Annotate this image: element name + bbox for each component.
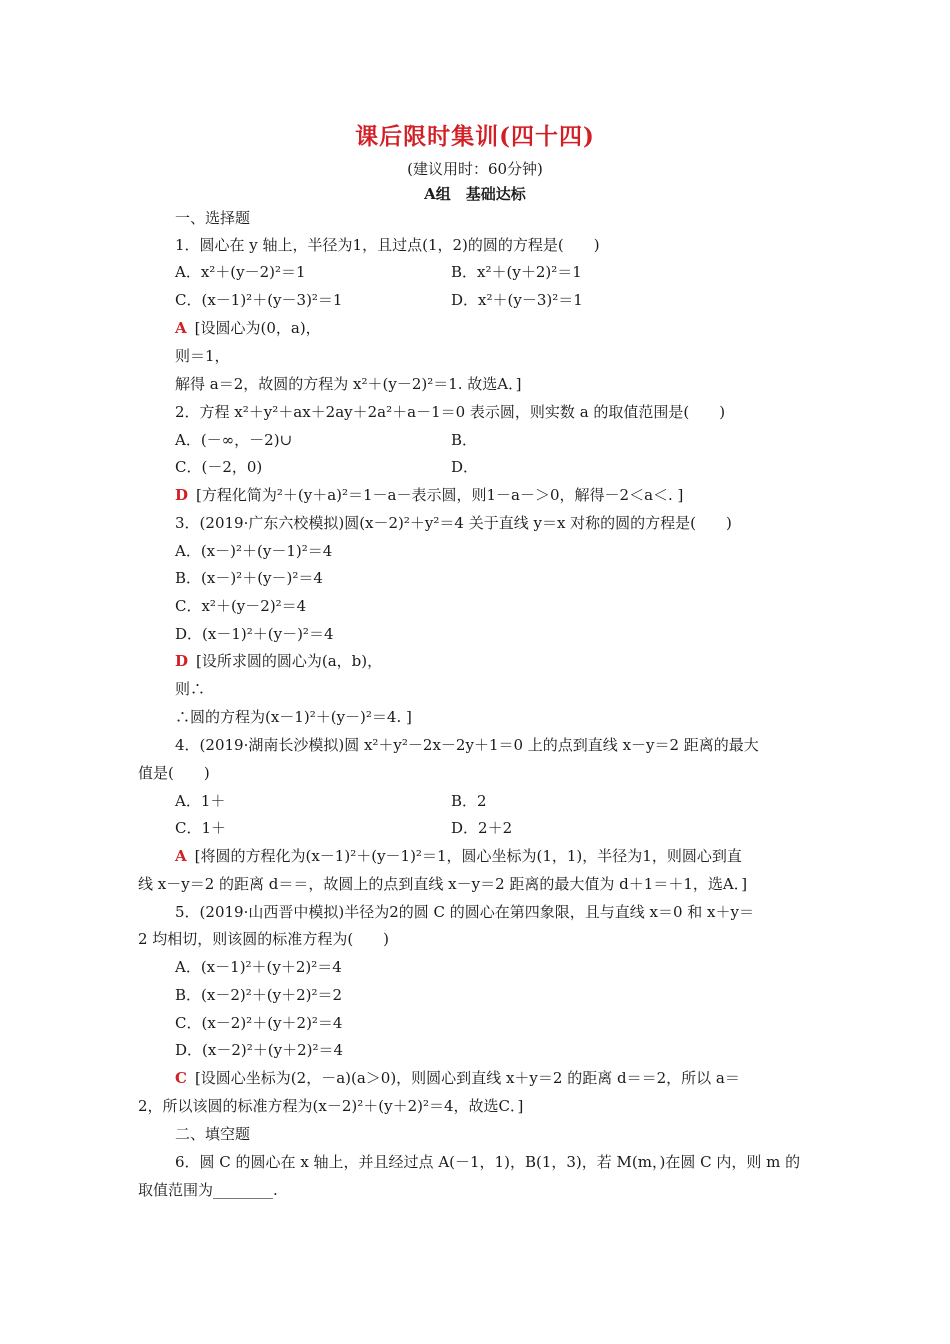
q3-option-c: C．x²＋(y－2)²＝4 (175, 597, 307, 615)
page-title: 课后限时集训(四十四) (355, 123, 595, 150)
q1-option-a: A．x²＋(y－2)²＝1 (175, 263, 306, 281)
q4-stem-line2: 值是( ) (138, 764, 210, 782)
section-fill: 二、填空题 (175, 1125, 251, 1143)
q4-solution-line2: 线 x－y＝2 的距离 d＝＝，故圆上的点到直线 x－y＝2 距离的最大值为 d＋1＝＋1，选A．] (138, 875, 748, 893)
q3-option-a: A．(x－)²＋(y－1)²＝4 (175, 542, 333, 560)
q4-option-b: B．2 (451, 792, 487, 810)
q5-answer: C (175, 1069, 187, 1087)
q2-option-b: B． (451, 431, 478, 449)
q3-solution-line3: ∴圆的方程为(x－1)²＋(y－)²＝4. ] (175, 708, 412, 726)
q2-stem: 2．方程 x²＋y²＋ax＋2ay＋2a²＋a－1＝0 表示圆，则实数 a 的取值范围是( ) (175, 403, 726, 421)
q4-option-c: C．1＋ (175, 819, 227, 837)
q2-option-a: A．(－∞，－2)∪ (175, 431, 293, 449)
q5-option-a: A．(x－1)²＋(y＋2)²＝4 (175, 958, 342, 976)
q5-solution-line1: C [设圆心坐标为(2，－a)(a＞0)，则圆心到直线 x＋y＝2 的距离 d＝＝2，所以 a＝ (175, 1069, 740, 1087)
q5-stem-line1: 5．(2019·山西晋中模拟)半径为2的圆 C 的圆心在第四象限，且与直线 x＝0 和 x＋y＝ (175, 903, 754, 921)
q2-option-d: D． (451, 458, 479, 476)
q4-option-d: D．2＋2 (451, 819, 513, 837)
q5-option-c: C．(x－2)²＋(y＋2)²＝4 (175, 1014, 343, 1032)
q2-answer: D (175, 486, 189, 504)
q1-option-c: C．(x－1)²＋(y－3)²＝1 (175, 291, 343, 309)
q2-solution-line1: D [方程化简为²＋(y＋a)²＝1－a－表示圆，则1－a－＞0，解得－2＜a＜. ] (175, 486, 684, 504)
q6-stem-line1: 6．圆 C 的圆心在 x 轴上，并且经过点 A(－1，1)，B(1，3)，若 M(m，)在圆 C 内，则 m 的 (175, 1153, 801, 1171)
q1-answer: A (175, 319, 187, 337)
q1-option-b: B．x²＋(y＋2)²＝1 (451, 263, 582, 281)
q1-option-d: D．x²＋(y－3)²＝1 (451, 291, 583, 309)
q4-solution-line1: A [将圆的方程化为(x－1)²＋(y－1)²＝1，圆心坐标为(1，1)，半径为1，则圆心到直 (175, 847, 742, 865)
q5-option-b: B．(x－2)²＋(y＋2)²＝2 (175, 986, 343, 1004)
q6-stem-line2: 取值范围为________. (138, 1181, 278, 1199)
q3-stem: 3．(2019·广东六校模拟)圆(x－2)²＋y²＝4 关于直线 y＝x 对称的圆的方程是( ) (175, 514, 732, 532)
q3-solution-line2: 则∴ (175, 680, 206, 698)
q4-stem-line1: 4．(2019·湖南长沙模拟)圆 x²＋y²－2x－2y＋1＝0 上的点到直线 x－y＝2 距离的最大 (175, 736, 759, 754)
q4-answer: A (175, 847, 187, 865)
q3-option-b: B．(x－)²＋(y－)²＝4 (175, 569, 323, 587)
page-subtitle: (建议用时：60分钟) (407, 160, 543, 178)
q4-option-a: A．1＋ (175, 792, 226, 810)
q1-solution-line1: A [设圆心为(0，a)， (175, 319, 321, 337)
q3-option-d: D．(x－1)²＋(y－)²＝4 (175, 625, 334, 643)
q5-solution-line2: 2，所以该圆的标准方程为(x－2)²＋(y＋2)²＝4，故选C．] (138, 1097, 524, 1115)
q3-solution-line1: D [设所求圆的圆心为(a，b)， (175, 652, 383, 670)
q5-option-d: D．(x－2)²＋(y＋2)²＝4 (175, 1041, 344, 1059)
section-choice: 一、选择题 (175, 209, 251, 227)
q1-stem: 1．圆心在 y 轴上，半径为1，且过点(1，2)的圆的方程是( ) (175, 236, 600, 254)
q5-stem-line2: 2 均相切，则该圆的标准方程为( ) (138, 930, 390, 948)
q1-solution-line3: 解得 a＝2，故圆的方程为 x²＋(y－2)²＝1. 故选A．] (175, 375, 522, 393)
q1-solution-line2: 则＝1， (175, 347, 230, 365)
group-heading: A组 基础达标 (424, 185, 526, 203)
q2-option-c: C．(－2，0) (175, 458, 263, 476)
q3-answer: D (175, 652, 189, 670)
